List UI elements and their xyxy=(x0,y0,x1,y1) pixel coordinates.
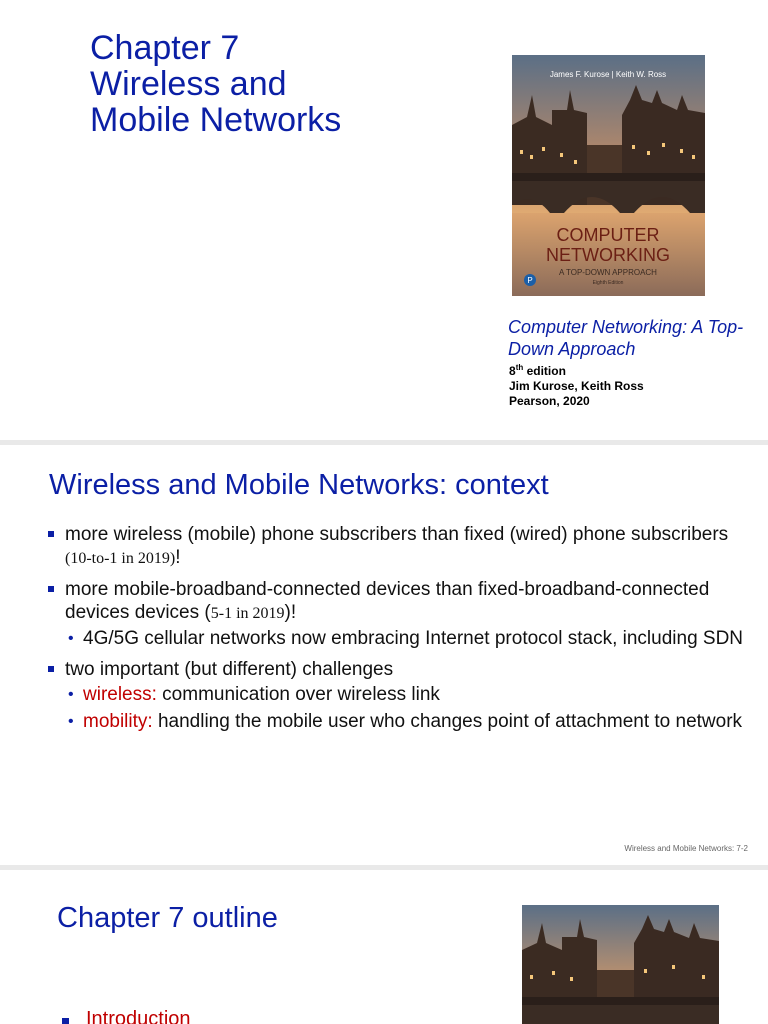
book-cover-illustration xyxy=(512,55,705,296)
book-title xyxy=(508,316,768,360)
edition-word: edition xyxy=(523,364,566,378)
square-bullet-icon xyxy=(62,1018,69,1024)
outline-item-introduction: Introduction xyxy=(62,1008,191,1024)
book-title-text: Computer Networking: A Top-Down Approach xyxy=(508,317,744,359)
chapter-title-line-2: Wireless and xyxy=(90,65,287,103)
edition-suffix: th xyxy=(515,363,524,372)
cover-subtitle: A TOP-DOWN APPROACH xyxy=(559,268,657,277)
dot-bullet-icon: • xyxy=(68,713,74,730)
sub-bullet-item: • mobility: handling the mobile user who changes point of attachment to network xyxy=(68,711,743,732)
slide-title: Wireless and Mobile Networks: context xyxy=(49,469,549,501)
chapter-title-line-1: Chapter 7 xyxy=(90,29,240,67)
cover-title-2: NETWORKING xyxy=(546,245,670,265)
bullet-item: two important (but different) challenges • wireless: communication over wireless link • mobility: handling the mobile user who changes point of attachment to network xyxy=(48,658,748,733)
square-bullet-icon xyxy=(48,586,54,592)
book-meta xyxy=(509,360,644,409)
book-publisher: Pearson, 2020 xyxy=(509,394,590,408)
bullet-list xyxy=(48,523,748,741)
book-cover-illustration xyxy=(522,905,719,1024)
edition-number: 8 xyxy=(509,364,516,378)
dot-bullet-icon: • xyxy=(68,686,74,703)
chapter-title-line-3: Mobile Networks xyxy=(90,101,342,139)
sub-bullet-item: • wireless: communication over wireless link xyxy=(68,684,440,705)
dot-bullet-icon: • xyxy=(68,630,74,647)
sub-bullet-item: • 4G/5G cellular networks now embracing Internet protocol stack, including SDN xyxy=(68,628,744,649)
slide-context xyxy=(0,445,768,865)
chapter-title xyxy=(90,30,341,138)
square-bullet-icon xyxy=(48,531,54,537)
bullet-item: more wireless (mobile) phone subscribers than fixed (wired) phone subscribers (10-to-1 in 2019)! xyxy=(48,523,748,570)
book-cover-image xyxy=(522,905,719,1024)
slide-outline xyxy=(0,870,768,1024)
square-bullet-icon xyxy=(48,666,54,672)
cover-title-1: COMPUTER xyxy=(556,225,660,245)
publisher-logo-letter: P xyxy=(527,276,533,285)
cover-edition: Eighth Edition xyxy=(592,280,624,286)
slide-footer: Wireless and Mobile Networks: 7-2 xyxy=(624,844,748,853)
book-cover-image xyxy=(512,55,705,296)
slide-title xyxy=(0,0,768,440)
book-edition xyxy=(509,360,644,379)
slide-title: Chapter 7 outline xyxy=(57,902,278,934)
book-authors: Jim Kurose, Keith Ross xyxy=(509,379,644,393)
cover-authors: James F. Kurose | Keith W. Ross xyxy=(549,70,667,79)
bullet-item: more mobile-broadband-connected devices than fixed-broadband-connected devices devices (5-1 in 2019)! • 4G/5G cellular networks now embracing Internet protocol stack, including SDN xyxy=(48,578,748,650)
